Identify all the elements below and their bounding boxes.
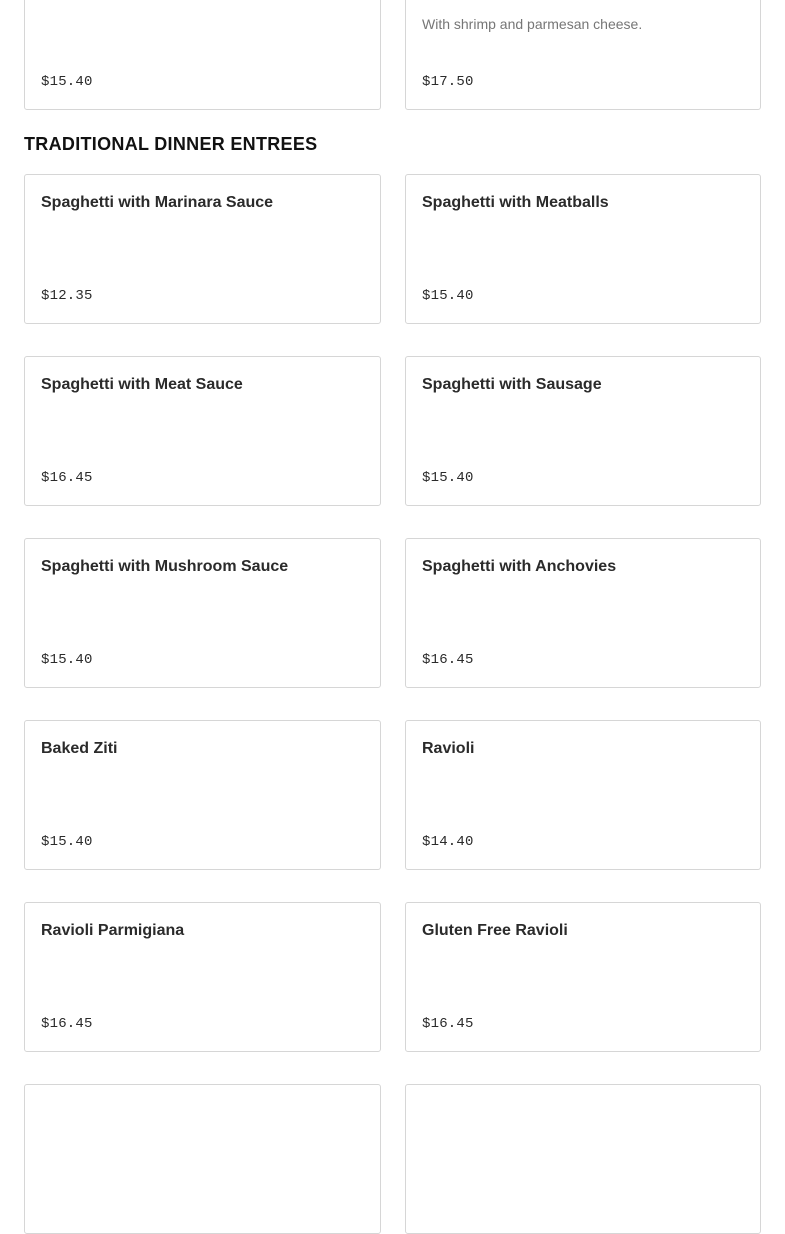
menu-item-card[interactable] — [405, 902, 761, 1052]
menu-item-description: With shrimp and parmesan cheese. — [422, 16, 643, 32]
menu-item-name: Baked Ziti — [41, 740, 118, 757]
menu-item-card[interactable] — [24, 356, 381, 506]
menu-item-name: Ravioli — [422, 740, 475, 757]
menu-item-price: $17.50 — [422, 74, 474, 90]
menu-item-price: $15.40 — [41, 834, 93, 850]
menu-item-price: $12.35 — [41, 288, 93, 304]
menu-item-name: Spaghetti with Meat Sauce — [41, 376, 243, 393]
menu-item-price: $15.40 — [41, 652, 93, 668]
menu-item-name: Gluten Free Ravioli — [422, 922, 568, 939]
menu-item-price: $16.45 — [422, 652, 474, 668]
menu-item-card[interactable] — [405, 720, 761, 870]
menu-item-card[interactable] — [24, 0, 381, 110]
menu-item-price: $16.45 — [41, 470, 93, 486]
menu-item-card[interactable] — [24, 538, 381, 688]
menu-item-name: Spaghetti with Marinara Sauce — [41, 194, 274, 211]
section-title: TRADITIONAL DINNER ENTREES — [24, 134, 318, 154]
menu-item-price: $15.40 — [422, 470, 474, 486]
menu-item-name: Spaghetti with Meatballs — [422, 194, 609, 211]
menu-item-card[interactable] — [405, 538, 761, 688]
menu-item-card[interactable] — [24, 1084, 381, 1234]
menu-item-price: $14.40 — [422, 834, 474, 850]
menu-item-card[interactable] — [405, 356, 761, 506]
menu-item-card[interactable] — [405, 0, 761, 110]
menu-item-name: Spaghetti with Mushroom Sauce — [41, 558, 289, 575]
menu-item-name: Spaghetti with Sausage — [422, 376, 602, 393]
menu-item-price: $16.45 — [422, 1016, 474, 1032]
menu-item-card[interactable] — [405, 1084, 761, 1234]
menu-item-price: $15.40 — [422, 288, 474, 304]
menu-item-price: $15.40 — [41, 74, 93, 90]
menu-item-price: $16.45 — [41, 1016, 93, 1032]
menu-item-card[interactable] — [24, 902, 381, 1052]
menu-item-card[interactable] — [24, 174, 381, 324]
menu-item-name: Ravioli Parmigiana — [41, 922, 185, 939]
menu-item-card[interactable] — [24, 720, 381, 870]
menu-item-name: Spaghetti with Anchovies — [422, 558, 617, 575]
menu-item-card[interactable] — [405, 174, 761, 324]
